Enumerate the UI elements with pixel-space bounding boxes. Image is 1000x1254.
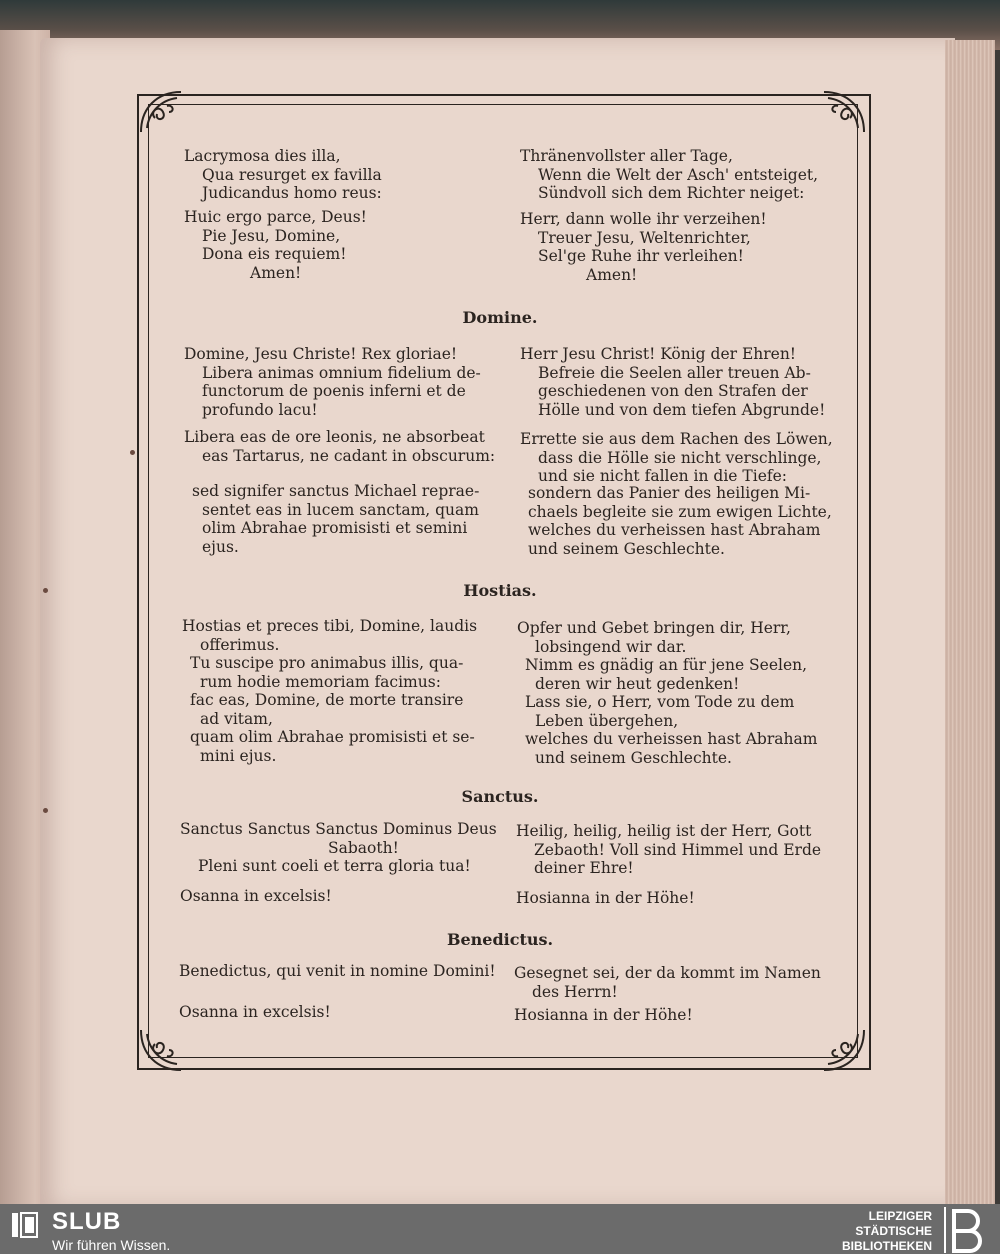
verse-line: Lass sie, o Herr, vom Tode zu dem <box>525 693 795 711</box>
section-heading-sanctus: Sanctus. <box>461 787 539 806</box>
verse-line: Hölle und von dem tiefen Abgrunde! <box>538 400 826 419</box>
benedictus-latin <box>179 962 504 1021</box>
verse-line: Heilig, heilig, heilig ist der Herr, Gott <box>516 822 812 840</box>
verse-line: quam olim Abrahae promisisti et se- <box>190 728 475 746</box>
verse-line: Libera animas omnium fidelium de- <box>202 363 481 382</box>
verse-line: Sabaoth! <box>328 838 399 857</box>
verse-line: welches du verheissen hast Abraham <box>528 521 821 539</box>
lsb-line: BIBLIOTHEKEN <box>842 1239 932 1253</box>
verse-line: rum hodie memoriam facimus: <box>200 672 441 691</box>
corner-ornament-icon <box>137 88 187 138</box>
verse-line: deiner Ehre! <box>534 859 634 877</box>
verse-line: Sel'ge Ruhe ihr verleihen! <box>538 247 744 265</box>
verse-line: Sündvoll sich dem Richter neiget: <box>538 184 805 202</box>
verse-line: Hostias et preces tibi, Domine, laudis <box>182 617 478 635</box>
verse-line: sed signifer sanctus Michael reprae- <box>192 482 480 500</box>
verse-line: Leben übergehen, <box>535 711 679 730</box>
hostias-german <box>517 619 835 767</box>
verse-line: Judicandus homo reus: <box>202 184 382 202</box>
verse-line: mini ejus. <box>200 746 277 765</box>
verse-line: Domine, Jesu Christe! Rex gloriae! <box>184 345 458 363</box>
domine-latin-3 <box>192 482 499 556</box>
verse-line: offerimus. <box>200 635 280 654</box>
verse-line: Osanna in excelsis! <box>179 1002 331 1021</box>
domine-german-3 <box>528 484 835 558</box>
verse-line: Zebaoth! Voll sind Himmel und Erde <box>534 840 822 859</box>
verse-line: eas Tartarus, ne cadant in obscurum: <box>202 446 496 465</box>
verse-line: olim Abrahae promisisti et semini <box>202 519 468 537</box>
verse-line: des Herrn! <box>532 982 618 1001</box>
lsb-logo-icon <box>944 1207 992 1253</box>
verse-line: sentet eas in lucem sanctam, quam <box>202 500 479 519</box>
verse-line: Amen! <box>250 263 302 282</box>
section-heading-hostias: Hostias. <box>463 581 537 600</box>
verse-line: fac eas, Domine, de morte transire <box>190 691 464 709</box>
verse-line: Qua resurget ex favilla <box>202 165 382 184</box>
verse-line: und seinem Geschlechte. <box>528 539 725 558</box>
verse-line: ejus. <box>202 537 239 556</box>
verse-line: Herr Jesu Christ! König der Ehren! <box>520 345 797 363</box>
lacrymosa-latin <box>184 147 514 203</box>
lsb-name[interactable] <box>842 1209 932 1254</box>
corner-ornament-icon <box>818 1024 868 1074</box>
verse-line: und seinem Geschlechte. <box>535 748 732 767</box>
verse-line: Wenn die Welt der Asch' entsteiget, <box>538 165 819 184</box>
verse-line: Gesegnet sei, der da kommt im Namen <box>514 964 821 982</box>
verse-line: welches du verheissen hast Abraham <box>525 730 818 748</box>
lsb-line: STÄDTISCHE <box>855 1224 932 1238</box>
huic-latin <box>184 208 514 282</box>
hostias-latin <box>182 617 500 765</box>
paper-speck <box>43 808 48 813</box>
corner-ornament-icon <box>818 88 868 138</box>
domine-latin-2 <box>184 428 499 465</box>
verse-line: Dona eis requiem! <box>202 245 347 263</box>
domine-german-2 <box>520 430 835 486</box>
verse-line: Libera eas de ore leonis, ne absorbeat <box>184 428 485 446</box>
slub-name[interactable]: SLUB <box>52 1208 122 1235</box>
verse-line: Tu suscipe pro animabus illis, qua- <box>190 654 464 672</box>
verse-line: Pleni sunt coeli et terra gloria tua! <box>198 857 471 875</box>
page-edges <box>945 40 995 1205</box>
thraenen-german <box>520 147 840 203</box>
verse-line: und sie nicht fallen in die Tiefe: <box>538 467 788 485</box>
herr-german <box>520 210 840 284</box>
verse-line: sondern das Panier des heiligen Mi- <box>528 484 811 502</box>
verse-line: Herr, dann wolle ihr verzeihen! <box>520 210 767 228</box>
verse-line: ad vitam, <box>200 709 273 728</box>
verse-line: deren wir heut gedenken! <box>535 674 740 693</box>
verse-line: profundo lacu! <box>202 400 318 419</box>
verse-line: dass die Hölle sie nicht verschlinge, <box>538 448 822 467</box>
verse-line: Errette sie aus dem Rachen des Löwen, <box>520 430 833 448</box>
verse-line: chaels begleite sie zum ewigen Lichte, <box>528 502 832 521</box>
domine-latin-1 <box>184 345 499 419</box>
verse-line: Benedictus, qui venit in nomine Domini! <box>179 962 496 980</box>
sanctus-latin <box>180 820 500 905</box>
verse-line: Pie Jesu, Domine, <box>202 226 341 245</box>
verse-line: Hosianna in der Höhe! <box>516 888 695 907</box>
slub-tagline: Wir führen Wissen. <box>52 1237 171 1253</box>
verse-line: Opfer und Gebet bringen dir, Herr, <box>517 619 791 637</box>
verse-line: Huic ergo parce, Deus! <box>184 208 367 226</box>
slub-logo-icon <box>10 1210 40 1240</box>
verse-line: geschiedenen von den Strafen der <box>538 382 808 400</box>
verse-line: Befreie die Seelen aller treuen Ab- <box>538 363 811 382</box>
sanctus-german <box>516 822 836 907</box>
verse-line: Hosianna in der Höhe! <box>514 1006 693 1024</box>
section-heading-benedictus: Benedictus. <box>446 930 554 949</box>
lsb-line: LEIPZIGER <box>868 1209 932 1223</box>
verse-line: Amen! <box>586 265 638 284</box>
corner-ornament-icon <box>137 1024 187 1074</box>
verse-line: lobsingend wir dar. <box>535 637 687 656</box>
verse-line: Thränenvollster aller Tage, <box>520 147 733 165</box>
section-heading-domine: Domine. <box>462 308 538 327</box>
verse-line: Sanctus Sanctus Sanctus Dominus Deus <box>180 820 497 838</box>
verse-line: functorum de poenis inferni et de <box>202 382 466 400</box>
verse-line: Nimm es gnädig an für jene Seelen, <box>525 656 808 674</box>
verse-line: Treuer Jesu, Weltenrichter, <box>538 228 751 247</box>
verse-line: Osanna in excelsis! <box>180 886 332 905</box>
verse-line: Lacrymosa dies illa, <box>184 147 341 165</box>
benedictus-german <box>514 964 839 1025</box>
domine-german-1 <box>520 345 835 419</box>
paper-speck <box>130 450 135 455</box>
